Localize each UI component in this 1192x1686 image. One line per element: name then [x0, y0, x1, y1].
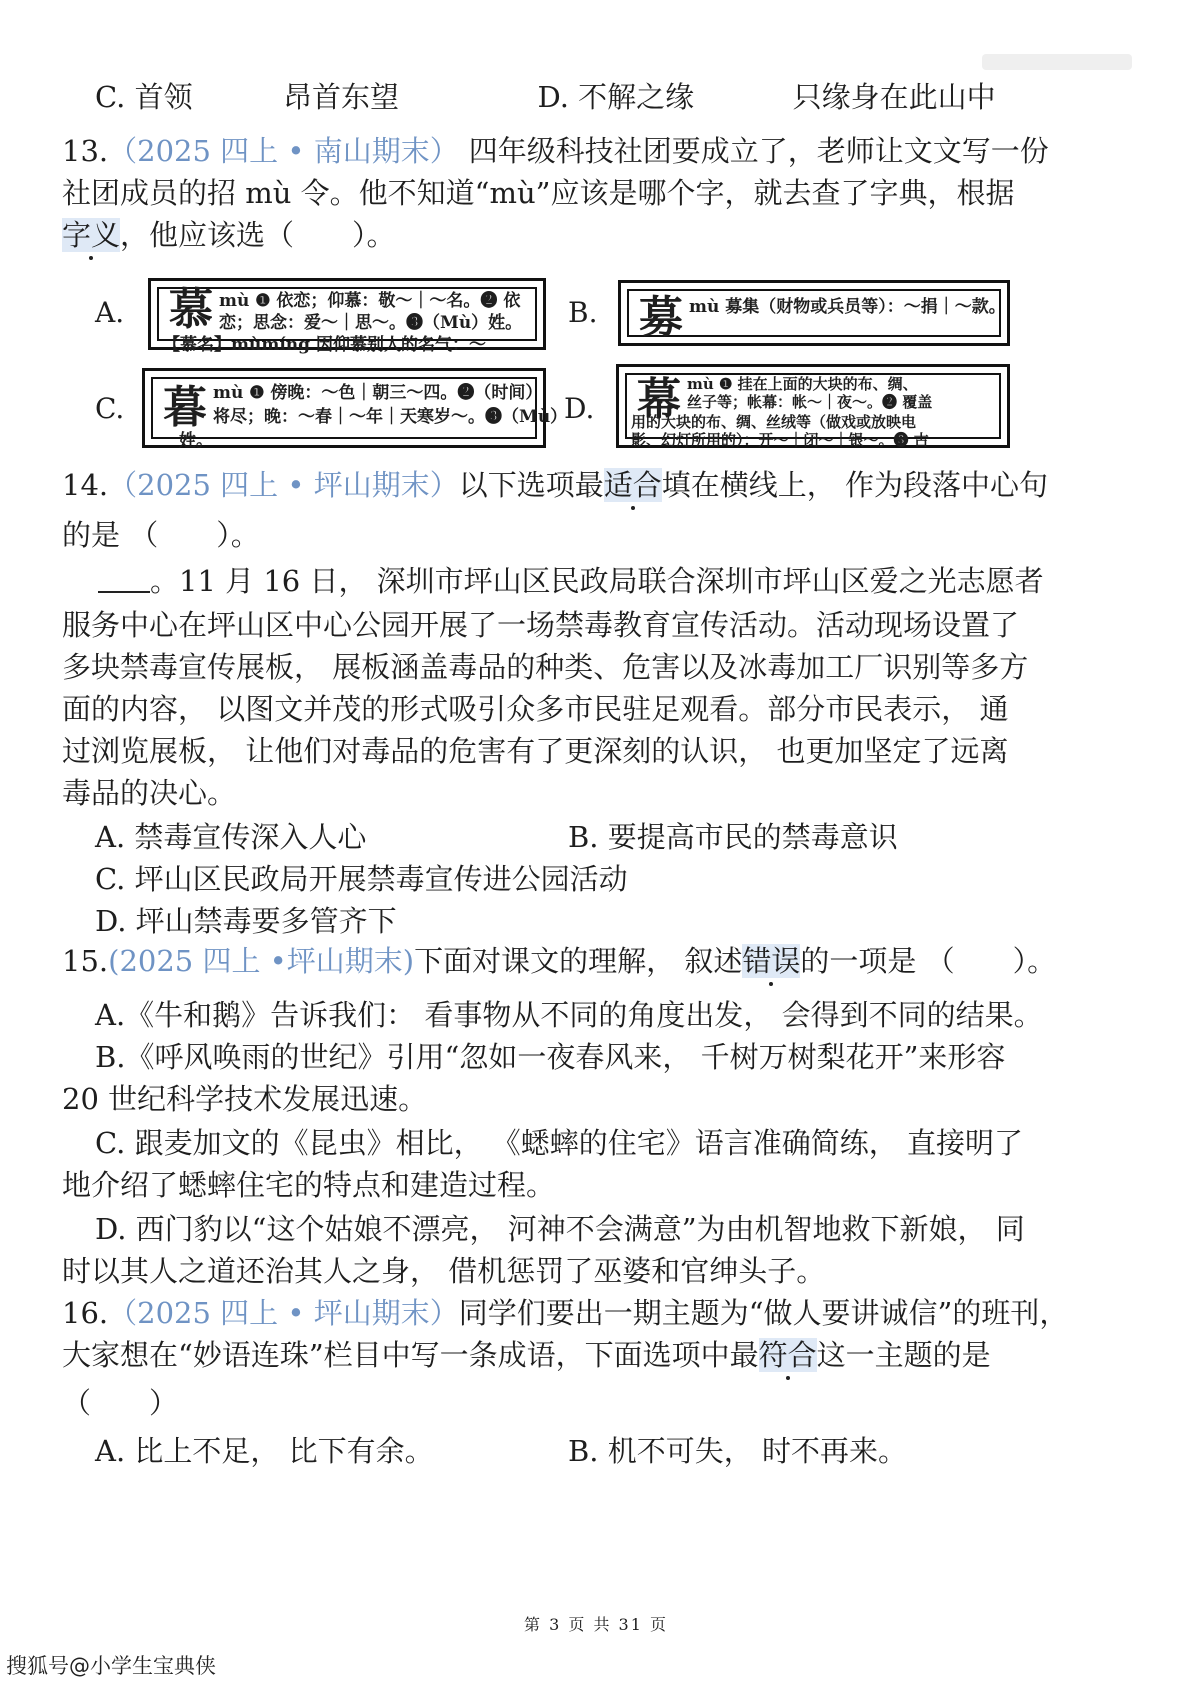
dict-headword: 暮 [163, 382, 207, 433]
q15-option-d[interactable]: D. 西门豹以“这个姑娘不漂亮， 河神不会满意”为由机智地救下新娘， 同 [95, 1212, 1025, 1246]
question-number: 15. [62, 944, 109, 978]
q14-option-c[interactable]: C. 坪山区民政局开展禁毒宣传进公园活动 [95, 862, 628, 896]
q15-option-d-cont: 时以其人之道还治其人之身， 借机惩罚了巫婆和官绅头子。 [62, 1254, 826, 1288]
emphasis-mark: 适合 [603, 468, 662, 502]
q13-line1: 13.（2025 四上 • 南山期末） 四年级科技社团要成立了，老师让文文写一份 [62, 134, 1049, 168]
q14-line2: 的是 （ ）。 [62, 518, 260, 552]
q16-line1: 16.（2025 四上 • 坪山期末）同学们要出一期主题为“做人要讲诚信”的班刊， [62, 1296, 1069, 1330]
dict-headword: 募 [639, 292, 683, 343]
q14-para-line1: 。11 月 16 日， 深圳市坪山区民政局联合深圳市坪山区爱之光志愿者 [98, 562, 1044, 600]
q14-option-b[interactable]: B. 要提高市民的禁毒意识 [568, 820, 898, 854]
q14-para-line5: 过浏览展板， 让他们对毒品的危害有了更深刻的认识， 也更加坚定了远离 [62, 734, 1009, 768]
dict-headword: 幕 [637, 374, 681, 425]
q14-para-line4: 面的内容， 以图文并茂的形式吸引众多市民驻足观看。部分市民表示， 通 [62, 692, 1009, 726]
q12-options-line: C. 首领 昂首东望 D. 不解之缘 只缘身在此山中 [95, 80, 996, 114]
q13-option-a-dict-entry[interactable]: 慕 mù ❶ 依恋；仰慕：敬～｜～名。❷ 依 恋；思念：爱～｜思～。❸（Mù）姓。 【慕名】mùmíng 因仰慕别人的名气：～ [148, 278, 546, 350]
question-source: （2025 四上 • 南山期末） [108, 134, 459, 168]
q13-option-c-dict-entry[interactable]: 暮 mù ❶ 傍晚：～色｜朝三～四。❷（时间） 将尽；晚：～春｜～年｜天寒岁～。❸（Mù） 姓。 [142, 368, 546, 448]
q13-option-d-label: D. [564, 392, 595, 425]
q15-option-b[interactable]: B.《呼风唤雨的世纪》引用“忽如一夜春风来， 千树万树梨花开”来形容 [95, 1040, 1006, 1074]
q16-option-a[interactable]: A. 比上不足， 比下有余。 [95, 1434, 434, 1468]
q14-para-line6: 毒品的决心。 [62, 776, 237, 810]
page-number: 第 3 页 共 31 页 [524, 1615, 668, 1634]
q14-option-d[interactable]: D. 坪山禁毒要多管齐下 [95, 904, 397, 938]
q13-option-c-label: C. [95, 392, 125, 425]
question-source: （2025 四上 • 坪山期末） [108, 468, 459, 502]
source-watermark: 搜狐号@小学生宝典侠 [6, 1654, 216, 1678]
q16-option-b[interactable]: B. 机不可失， 时不再来。 [568, 1434, 907, 1468]
emphasis-mark: 错误 [742, 944, 801, 978]
emphasis-mark: 字义 [62, 218, 121, 252]
q13-option-b-label: B. [568, 296, 598, 329]
q13-option-a-label: A. [95, 296, 125, 329]
fill-in-blank[interactable] [98, 563, 150, 593]
question-source: (2025 四上 •坪山期末) [108, 944, 415, 978]
q16-answer-blank[interactable]: （ ） [62, 1386, 179, 1420]
q13-line2: 社团成员的招 mù 令。他不知道“mù”应该是哪个字，就去查了字典，根据 [62, 176, 1015, 210]
q15-option-a[interactable]: A.《牛和鹅》告诉我们： 看事物从不同的角度出发， 会得到不同的结果。 [95, 998, 1043, 1032]
q13-option-b-dict-entry[interactable]: 募 mù 募集（财物或兵员等）：～捐｜～款。 [618, 280, 1010, 346]
emphasis-mark: 符合 [758, 1338, 817, 1372]
question-number: 14. [62, 468, 109, 502]
q15-option-c[interactable]: C. 跟麦加文的《昆虫》相比， 《蟋蟀的住宅》语言准确简练， 直接明了 [95, 1126, 1024, 1160]
q14-line1: 14.（2025 四上 • 坪山期末）以下选项最适合填在横线上， 作为段落中心句 [62, 468, 1048, 502]
q14-option-a[interactable]: A. 禁毒宣传深入人心 [95, 820, 367, 854]
question-number: 16. [62, 1296, 109, 1330]
dict-headword: 慕 [169, 284, 213, 335]
q13-line3: 字义，他应该选（ ）。 [62, 218, 396, 252]
q14-para-line3: 多块禁毒宣传展板， 展板涵盖毒品的种类、危害以及冰毒加工厂识别等多方 [62, 650, 1029, 684]
question-number: 13. [62, 134, 109, 168]
q15-option-b-cont: 20 世纪科学技术发展迅速。 [62, 1082, 428, 1116]
question-source: （2025 四上 • 坪山期末） [108, 1296, 459, 1330]
faint-watermark-mark [982, 54, 1132, 70]
q16-line2: 大家想在“妙语连珠”栏目中写一条成语，下面选项中最符合这一主题的是 [62, 1338, 991, 1372]
q14-para-line2: 服务中心在坪山区中心公园开展了一场禁毒教育宣传活动。活动现场设置了 [62, 608, 1020, 642]
q13-option-d-dict-entry[interactable]: 幕 mù ❶ 挂在上面的大块的布、绸、 丝子等；帐幕：帐～｜夜～。❷ 覆盖 用的大块的布、绸、丝绒等（做戏或放映电 影、幻灯所用的）：开～｜闭～｜银～。❸ 古 [616, 364, 1010, 448]
q15-option-c-cont: 地介绍了蟋蟀住宅的特点和建造过程。 [62, 1168, 556, 1202]
q15-line1: 15.(2025 四上 •坪山期末)下面对课文的理解， 叙述错误的一项是 （ ）。 [62, 944, 1057, 978]
